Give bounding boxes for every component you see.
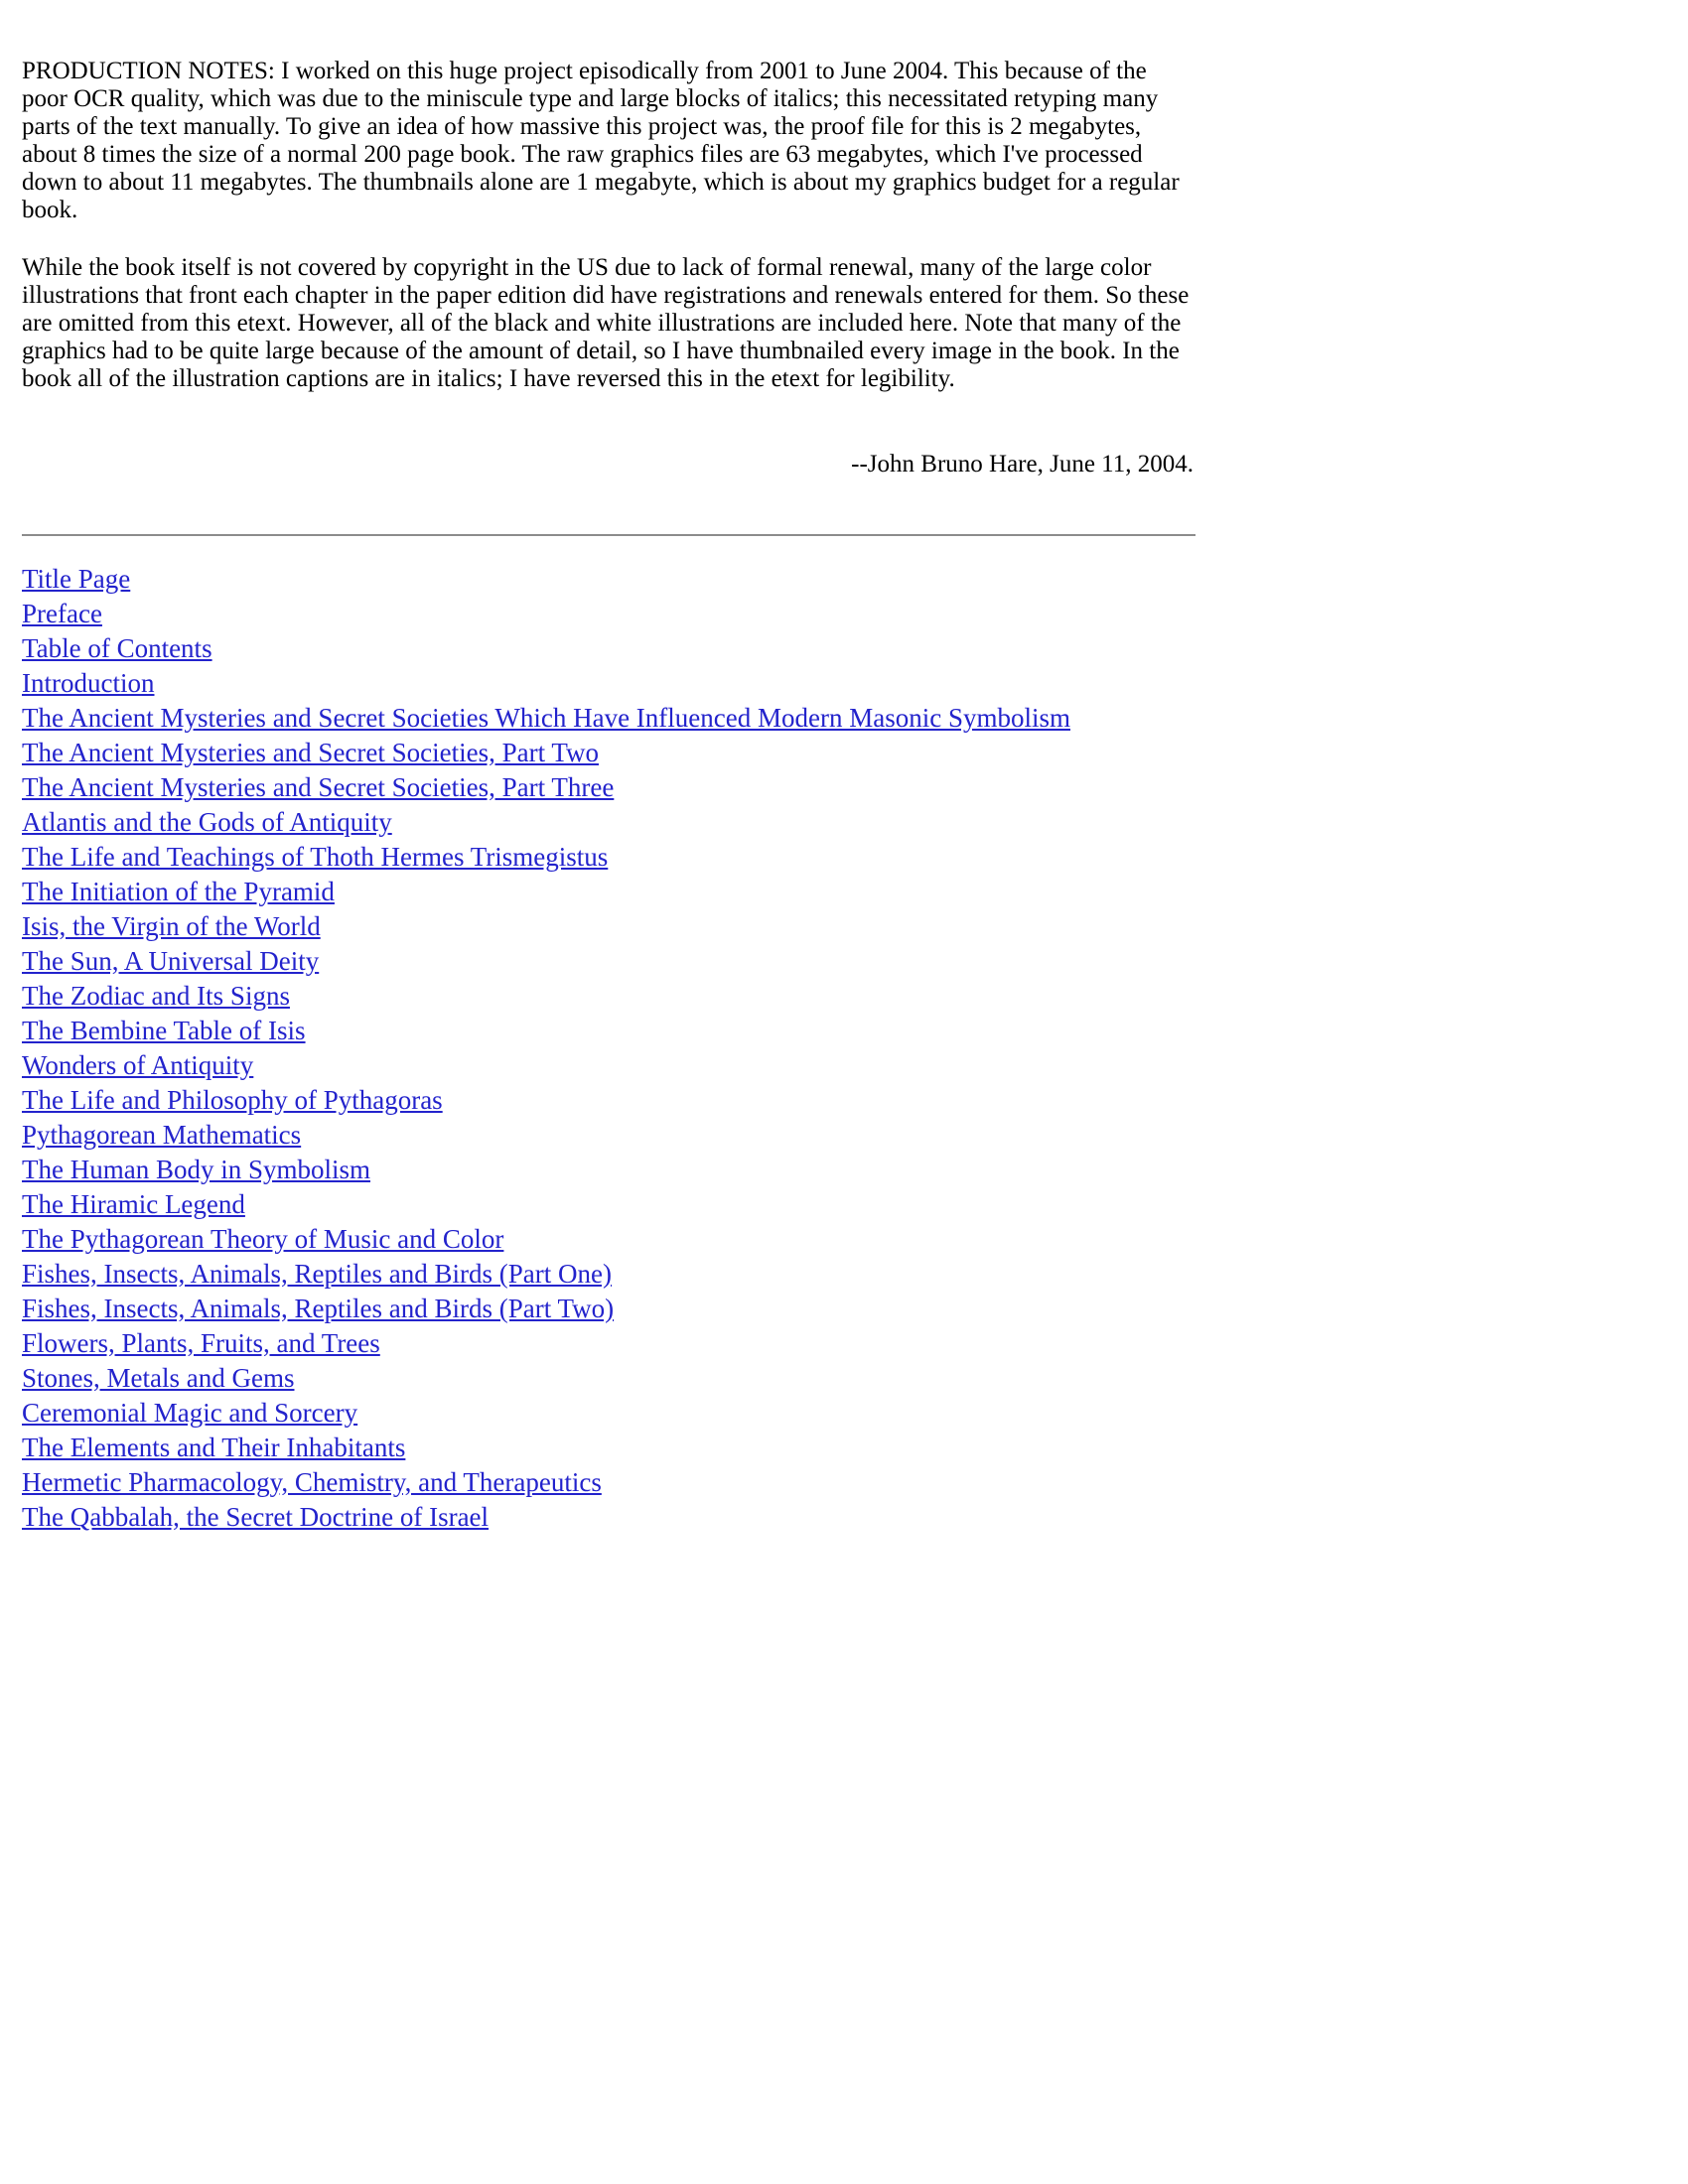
toc-item: [22, 840, 1668, 875]
toc-item: [22, 736, 1668, 770]
toc-link[interactable]: Pythagorean Mathematics: [22, 1120, 302, 1150]
toc-link[interactable]: Atlantis and the Gods of Antiquity: [22, 807, 392, 837]
toc-link[interactable]: Flowers, Plants, Fruits, and Trees: [22, 1328, 380, 1358]
toc-link[interactable]: The Life and Teachings of Thoth Hermes Trismegistus: [22, 842, 609, 872]
toc-item: [22, 805, 1668, 840]
toc-link[interactable]: Table of Contents: [22, 633, 212, 663]
toc-link[interactable]: Preface: [22, 599, 102, 628]
toc-item: [22, 1187, 1668, 1222]
toc-item: [22, 1396, 1668, 1431]
toc-link[interactable]: The Hiramic Legend: [22, 1189, 245, 1219]
toc-link[interactable]: The Initiation of the Pyramid: [22, 877, 335, 906]
toc-link[interactable]: Isis, the Virgin of the World: [22, 911, 321, 941]
toc-link[interactable]: The Sun, A Universal Deity: [22, 946, 320, 976]
toc-link[interactable]: The Ancient Mysteries and Secret Societies, Part Three: [22, 772, 615, 802]
toc-item: [22, 1083, 1668, 1118]
production-notes-paragraph-1: PRODUCTION NOTES: I worked on this huge project episodically from 2001 to June 2004. This because of the poor OCR quality, which was due to the miniscule type and large blocks of italics; this necessitated retyping many parts of the text manually. To give an idea of how massive this project was, the proof file for this is 2 megabytes, about 8 times the size of a normal 200 page book. The raw graphics files are 63 megabytes, which I've processed down to about 11 megabytes. The thumbnails alone are 1 megabyte, which is about my graphics budget for a regular book.: [22, 58, 1180, 223]
signature-line: --John Bruno Hare, June 11, 2004.: [851, 451, 1194, 478]
toc-item: [22, 979, 1668, 1014]
toc-item: [22, 701, 1668, 736]
toc-item: [22, 875, 1668, 909]
toc-item: [22, 631, 1668, 666]
toc-item: [22, 1431, 1668, 1465]
toc-item: [22, 1500, 1668, 1535]
toc-link[interactable]: The Qabbalah, the Secret Doctrine of Israel: [22, 1502, 490, 1532]
toc-item: [22, 1153, 1668, 1187]
toc-item: [22, 1014, 1668, 1048]
toc-item: [22, 1257, 1668, 1292]
toc-item: [22, 1118, 1668, 1153]
toc-link[interactable]: The Bembine Table of Isis: [22, 1016, 306, 1045]
toc-item: [22, 562, 1668, 597]
toc-item: [22, 1465, 1668, 1500]
toc-item: [22, 1222, 1668, 1257]
production-notes-section: [22, 58, 1194, 478]
toc-item: [22, 770, 1668, 805]
toc-link[interactable]: The Zodiac and Its Signs: [22, 981, 290, 1011]
toc-link[interactable]: Ceremonial Magic and Sorcery: [22, 1398, 358, 1428]
toc-item: [22, 1292, 1668, 1326]
toc-item: [22, 909, 1668, 944]
toc-item: [22, 597, 1668, 631]
toc-item: [22, 944, 1668, 979]
toc-link[interactable]: Title Page: [22, 564, 131, 594]
toc-link[interactable]: The Ancient Mysteries and Secret Societies, Part Two: [22, 738, 599, 767]
toc-link[interactable]: The Life and Philosophy of Pythagoras: [22, 1085, 443, 1115]
toc-link[interactable]: Hermetic Pharmacology, Chemistry, and Therapeutics: [22, 1467, 602, 1497]
toc-link[interactable]: The Elements and Their Inhabitants: [22, 1433, 406, 1462]
toc-list: [22, 562, 1668, 1535]
horizontal-divider: [22, 534, 1196, 536]
toc-item: [22, 1326, 1668, 1361]
toc-link[interactable]: The Human Body in Symbolism: [22, 1155, 370, 1184]
toc-item: [22, 1048, 1668, 1083]
toc-link[interactable]: Fishes, Insects, Animals, Reptiles and Birds (Part One): [22, 1259, 612, 1289]
toc-link[interactable]: The Ancient Mysteries and Secret Societies Which Have Influenced Modern Masonic Symbolism: [22, 703, 1070, 733]
toc-link[interactable]: Stones, Metals and Gems: [22, 1363, 295, 1393]
toc-item: [22, 666, 1668, 701]
toc-link[interactable]: The Pythagorean Theory of Music and Color: [22, 1224, 504, 1254]
toc-link[interactable]: Wonders of Antiquity: [22, 1050, 254, 1080]
toc-link[interactable]: Fishes, Insects, Animals, Reptiles and Birds (Part Two): [22, 1294, 615, 1323]
production-notes-paragraph-2: While the book itself is not covered by copyright in the US due to lack of formal renewal, many of the large color illustrations that front each chapter in the paper edition did have registrations and renewals entered for them. So these are omitted from this etext. However, all of the black and white illustrations are included here. Note that many of the graphics had to be quite large because of the amount of detail, so I have thumbnailed every image in the book. In the book all of the illustration captions are in italics; I have reversed this in the etext for legibility.: [22, 254, 1190, 392]
toc-link[interactable]: Introduction: [22, 668, 155, 698]
toc-item: [22, 1361, 1668, 1396]
